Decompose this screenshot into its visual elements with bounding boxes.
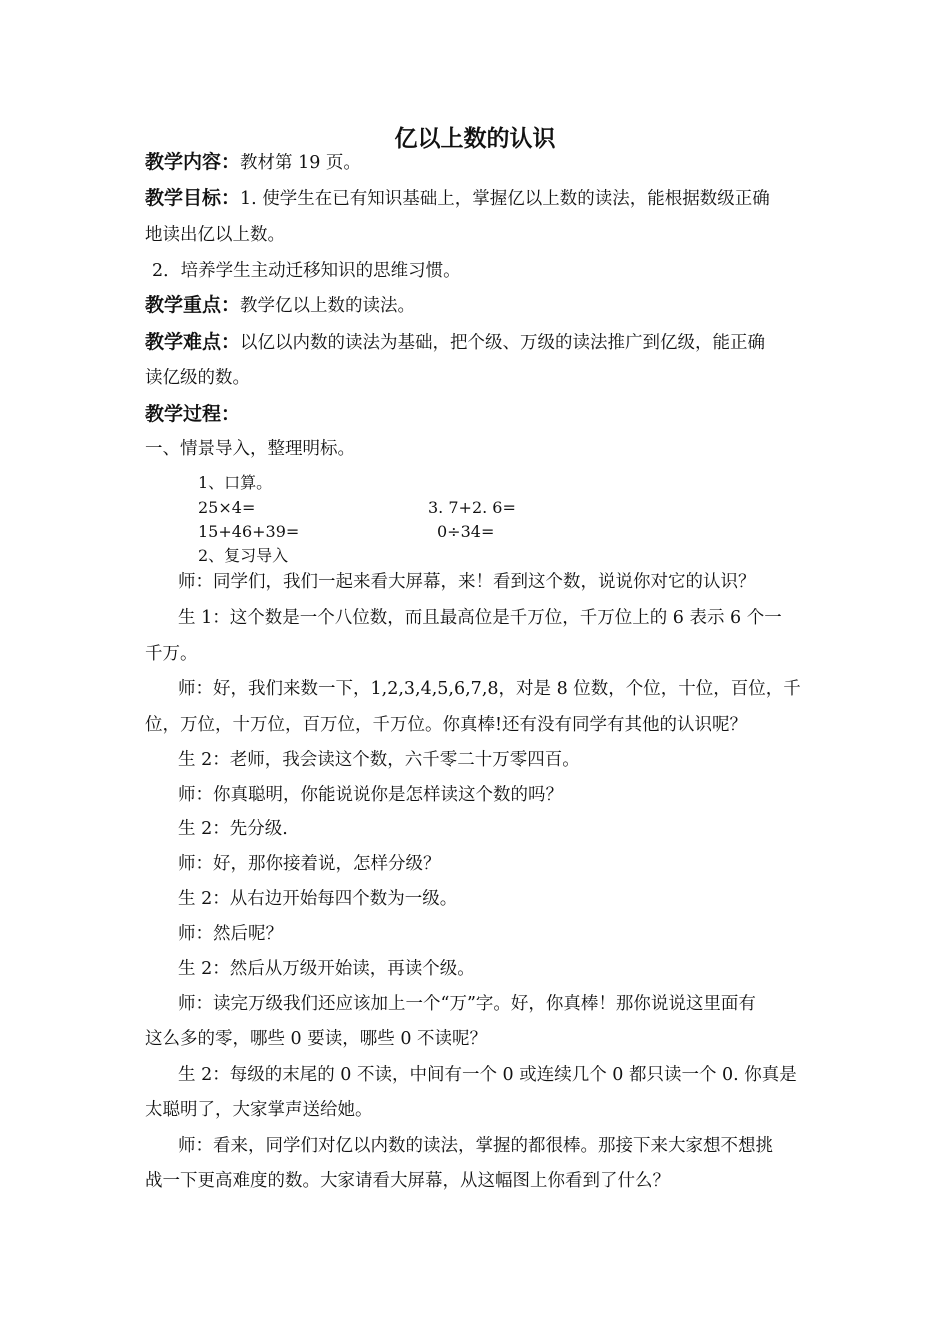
difficulty-line2: 读亿级的数。 — [145, 368, 250, 388]
goals-label: 教学目标： — [145, 187, 241, 209]
keypoint-row — [145, 293, 415, 318]
goals-line2: 地读出亿以上数。 — [145, 225, 285, 245]
calc-item: 0÷34= — [437, 522, 495, 541]
goals-line3: 2．培养学生主动迁移知识的思维习惯。 — [152, 261, 461, 281]
dialogue-line: 生 2：从右边开始每四个数为一级。 — [178, 889, 458, 909]
content-text: 教材第 19 页。 — [240, 153, 361, 173]
calc-item: 3. 7+2. 6= — [428, 498, 516, 517]
dialogue-line: 战一下更高难度的数。大家请看大屏幕，从这幅图上你看到了什么？ — [145, 1171, 670, 1191]
page-title: 亿以上数的认识 — [394, 126, 556, 152]
difficulty-line1: 以亿以内数的读法为基础，把个级、万级的读法推广到亿级，能正确 — [240, 333, 766, 353]
dialogue-line: 师：好，那你接着说，怎样分级？ — [178, 854, 441, 874]
dialogue-line: 师：然后呢？ — [178, 924, 283, 944]
dialogue-line: 师：同学们，我们一起来看大屏幕，来！看到这个数，说说你对它的认识？ — [178, 572, 756, 592]
dialogue-line: 师：看来，同学们对亿以内数的读法，掌握的都很棒。那接下来大家想不想挑 — [178, 1136, 773, 1156]
difficulty-label: 教学难点： — [145, 331, 241, 353]
goals-row — [145, 186, 770, 211]
dialogue-line: 师：好，我们来数一下，1,2,3,4,5,6,7,8，对是 8 位数，个位，十位，百位，千 — [178, 679, 801, 699]
subheading-review: 2、复习导入 — [198, 546, 289, 565]
calc-item: 25×4= — [198, 498, 256, 517]
difficulty-row — [145, 330, 765, 355]
keypoint-text: 教学亿以上数的读法。 — [240, 296, 416, 316]
dialogue-line: 千万。 — [145, 644, 198, 664]
subheading-oral-calc: 1、口算。 — [198, 473, 273, 492]
dialogue-line: 位，万位，十万位，百万位，千万位。你真棒!还有没有同学有其他的认识呢？ — [145, 715, 748, 735]
content-label: 教学内容： — [145, 151, 241, 173]
dialogue-line: 生 2：老师，我会读这个数，六千零二十万零四百。 — [178, 750, 580, 770]
keypoint-label: 教学重点： — [145, 294, 241, 316]
dialogue-line: 生 1：这个数是一个八位数，而且最高位是千万位，千万位上的 6 表示 6 个一 — [178, 608, 782, 628]
dialogue-line: 生 2：然后从万级开始读，再读个级。 — [178, 959, 475, 979]
content-row — [145, 150, 361, 175]
process-label: 教学过程： — [145, 403, 241, 425]
dialogue-line: 生 2：先分级. — [178, 819, 288, 839]
calc-item: 15+46+39= — [198, 522, 300, 541]
dialogue-line: 师：你真聪明，你能说说你是怎样读这个数的吗？ — [178, 785, 563, 805]
dialogue-line: 太聪明了，大家掌声送给她。 — [145, 1100, 373, 1120]
dialogue-line: 这么多的零，哪些 0 要读，哪些 0 不读呢？ — [145, 1029, 488, 1049]
goals-line1: 1. 使学生在已有知识基础上，掌握亿以上数的读法，能根据数级正确 — [240, 189, 770, 209]
section-1-heading: 一、情景导入，整理明标。 — [145, 439, 355, 459]
dialogue-line: 师：读完万级我们还应该加上一个“万”字。好，你真棒！那你说说这里面有 — [178, 994, 756, 1014]
dialogue-line: 生 2：每级的末尾的 0 不读，中间有一个 0 或连续几个 0 都只读一个 0. 你真是 — [178, 1065, 797, 1085]
